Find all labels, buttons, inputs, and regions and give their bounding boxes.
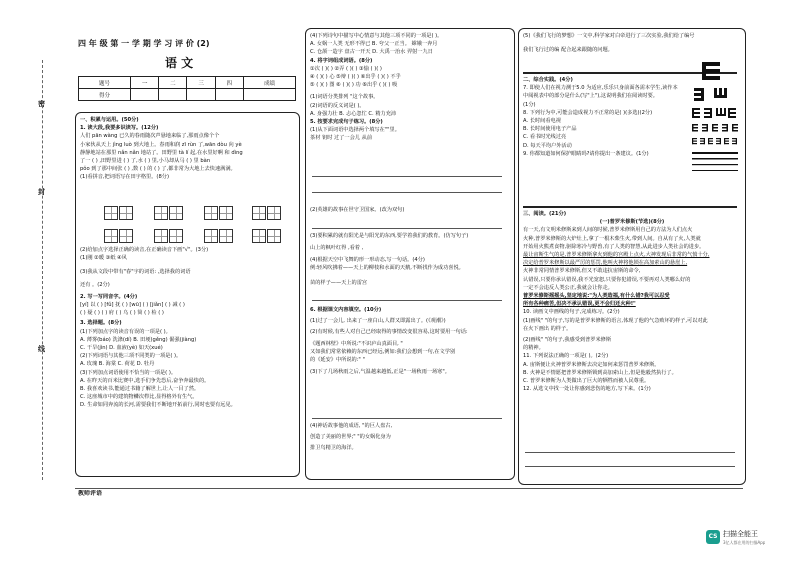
q7-title: 6. 根据课文内容填空。(10分) <box>310 307 382 313</box>
q4b: C. 仓颉一造字 盘古一开天 D. 大禹一治水 羿射一九日 <box>310 49 433 56</box>
q6-e: 例:轻风吹拂着——天上的柳枝和水面的天鹅,不断找作为成功喜悦。 <box>310 265 464 272</box>
q4a: A. 女娲一人类 无形不得已 B. 夸父一正当。 嫦娥一奔月 <box>310 41 438 48</box>
grid-box-2[interactable] <box>154 205 184 224</box>
q7-a: (1)过了一会儿, 出来了一座白山,人群又即露出了。(《观潮》) <box>310 318 446 325</box>
score-col-1: 一 <box>131 77 159 89</box>
q5-a: (1)词语分类排列 "这个故事。 <box>310 94 379 101</box>
sec2-text-1: 7. 即使人们在视力测于5.0 为适应,乐乐只身前面各需本学生,读作本 <box>523 85 678 92</box>
q5-options: A. 身强力壮 B. 忐心忽忙 C. 精力充沛 <box>310 110 397 117</box>
q5-c: 5. 按要求完成句子练习。(8分) <box>310 119 383 126</box>
q4-row-2: ④ ( )( ) 心 ⑤辩 ( )( ) ⑥出乎 ( )( ) 不乎 <box>310 74 401 81</box>
sec2-text-2: 中阅视表中的部分是什么(写"上"),这说明我们在阅读时要。 <box>523 93 658 100</box>
q1-passage-line: 人们 pān wàng 已久的春雨随次声悬地来临了,那雨点像个个 <box>80 133 220 140</box>
r11c: C. 普罗米修斯为人类做出了巨大的牺牲而被人民尊重。 <box>523 378 650 385</box>
q4-row-1: ①次 ( )( ) ②弄 ( )( ) ③愉 ( )( ) <box>310 65 382 72</box>
r11a: A. 宙斯便让火神普罗米修斯去决定如何来惩罚普罗米修斯。 <box>523 361 660 368</box>
column-3-content-3 <box>523 210 741 393</box>
q5-c1: (1)从下面词语中选择两个填写在""里。 <box>310 127 400 134</box>
answer-line[interactable] <box>312 228 502 229</box>
q3-1a: A. 薄雾(báo) 洗涤(dí) B. 田埂(gěng) 倔强(jiàng) <box>80 336 197 343</box>
binding-mark-mid: 封 <box>38 188 45 196</box>
section-1-title: 一、积累与运用。(50分) <box>80 117 139 123</box>
q7-f: (3)下了几场秋雨之后,气温越来越低,正是"一场秋雨一场寒"。 <box>310 369 450 376</box>
q3-2: (2)下列词语与其他三项不同类的一项是( )。 <box>80 353 182 360</box>
q2-line-2: ( ) 疑 ( ) ( ) 府 ( ) 乌 ( ) 简 ( ) 检 ( ) <box>80 310 164 317</box>
column-1-content-2 <box>80 246 294 410</box>
sec2-text-3: (1分) <box>523 101 536 108</box>
q7-b: (2)有时候,有些人对自己已经取得的事情改变很容易,这时要用一句话: <box>310 329 468 336</box>
column-2-content <box>310 32 510 143</box>
score-col-5: 成绩 <box>243 77 295 89</box>
binding-mark-top: 密 <box>38 100 45 108</box>
q6-c: 山上的枫叶红得 ,看着 , <box>310 245 364 251</box>
q3-3a: A. 在昨天的百米比赛中,选手们争先恐后,奋争奔最快的。 <box>80 377 210 384</box>
q1c-text-2: 还有 。(2分) <box>80 281 110 288</box>
score-cell[interactable] <box>243 89 295 101</box>
q4-2-title: 4. 将字词组成词语。(8分) <box>310 57 373 64</box>
column-3-content <box>523 32 741 54</box>
q1-passage-line: pǒo 到了那中间张 ( ) ,数 ( ) 的 ( ) 了,都非常为大地上去快速满满。 <box>80 166 236 173</box>
score-cell[interactable] <box>215 89 243 101</box>
subject-title: 语 文 <box>165 56 194 70</box>
sec2-text-5: 9. 你都知道如何保护眼睛吗?请你提出一条建议。(1分) <box>523 150 649 157</box>
q7-c: 《题西林壁》中所说:"不识庐山真面目, " <box>310 340 403 347</box>
grid-box-3[interactable] <box>204 205 234 224</box>
binding-line <box>42 60 43 480</box>
q1-passage-line: 静静地站在那里 nǎn nǎn 地站了。田野里 tà lí 起,在水里好啊 和 dìng <box>80 149 243 156</box>
q7-d: 又如我们常常依赖的东西已经远,例如:我们会想到一句,在文学别 <box>310 348 456 355</box>
q3-3b: B. 我喜欢读书,能通过书籍了解世上,让人一目了然。 <box>80 386 200 393</box>
q5-words: 茶材 钥时 过了一会儿 从前 <box>310 135 373 142</box>
q7-e: 的《延安》中所说的:" " <box>310 357 365 364</box>
eye-chart-icon <box>690 60 740 190</box>
q4-row-3: ⑤ ( )( ) 图 ⑥ ( )( ) 功 ⑥出乎 ( )( ) 吸 <box>310 82 398 89</box>
q-top-2: 我们飞行过的编 配合起来跟随的问题。 <box>523 47 613 54</box>
q7-i: 排卫鸟精卫的海洋。 <box>310 445 357 452</box>
section-2-title: 二、综合实践。(4分) <box>523 77 573 83</box>
score-col-0: 题号 <box>79 77 131 89</box>
passage-line: 火种,普罗米修斯的大炉灶上,拿了一根木柴生火,带到人间。自从有了火,人类就 <box>523 235 701 242</box>
teacher-comment-label: 教师评语 <box>78 490 103 497</box>
passage-line: 决定给普罗米修斯以最严厉的惩罚,他叫火神将他锁在高加索山的悬崖上, <box>523 260 688 267</box>
r11b: B. 火神是不情愿把普罗米修斯锁到高加索山上,但是他毅然执行了。 <box>523 369 677 376</box>
passage-line: 开始用火熊煮食物,驱除寒冷与野兽,有了人类的智慧,从此进步人类社会的进步。 <box>523 243 705 250</box>
grid-box-1[interactable] <box>104 205 134 224</box>
q-top-1: (5)《我们飞行的梦想》一文中,科学家对白帝进行了三次实验,我们给了编号 <box>523 33 695 39</box>
r10b: 在火下画出 的样子。 <box>523 325 572 332</box>
score-col-4: 四 <box>215 77 243 89</box>
q3-3d: D. 生命如同奔流的长河,需要我们不断地开拓前行,同时也要有远见。 <box>80 402 236 409</box>
q6-a: (2)英雄的故事在世守卫国家。(改为双句) <box>310 207 405 213</box>
score-table <box>78 76 296 101</box>
q5-b: (2)词语的反义词是( )。 <box>310 102 365 109</box>
passage-line: 最让宙斯生气的是,普罗米修斯拿火到他的宫殿上点火,大神发现后非常的气愤十分, <box>523 252 710 259</box>
r10c: (2)画线" "的句子,我感受到普罗米修斯 <box>523 337 612 344</box>
grid-box-5[interactable] <box>104 228 134 247</box>
answer-line[interactable] <box>312 176 502 177</box>
sec2-option: C. 看书时光线过亮 <box>523 134 567 141</box>
sec2-option: A. 长时间看电视 <box>523 118 561 125</box>
score-cell[interactable] <box>159 89 187 101</box>
passage-line: 所有各种痛苦,但决不承认错误,更不会归还火种!" <box>523 301 636 308</box>
answer-line[interactable] <box>312 300 502 301</box>
section-divider <box>523 206 737 208</box>
column-2-content-6 <box>310 422 510 453</box>
passage-line: 普罗米修斯摇摇头,坚定地说:"为人类造福,有什么错?我可以忍受 <box>523 293 670 300</box>
r10d: 的精神。 <box>523 345 544 352</box>
r12: 12. 从选文中找一处让你感到悲伤的地方,写下来。(1分) <box>523 386 651 393</box>
binding-mark-bottom: 线 <box>38 345 45 353</box>
score-cell[interactable] <box>131 89 159 101</box>
q6-b: (3)要积累的就有阳光是与阳光的东西,要学着我们的教育。(仿写句子) <box>310 233 469 239</box>
q1-passage-line: 小家伙从天上 jìng luò 到大地上。春雨和润 zī rùn 了,wān dòu 向 yè <box>80 141 242 148</box>
score-col-2: 二 <box>159 77 187 89</box>
column-2-content-2 <box>310 206 510 214</box>
column-2-content-4 <box>310 244 510 287</box>
q1b-options: (1)刚 ②暖 ③纸 ④风 <box>80 255 127 262</box>
section-3-title: 三、阅读。(21分) <box>523 211 567 217</box>
score-row-label: 得分 <box>79 89 131 101</box>
passage-line: 火神非常同情普罗米修斯,但又不敢违抗宙斯的命令, <box>523 268 641 275</box>
grid-box-7[interactable] <box>204 228 234 247</box>
score-col-3: 三 <box>187 77 215 89</box>
column-2-content-3 <box>310 232 510 240</box>
exam-title: 四 年 级 第 一 学 期 学 习 评 价 (2) <box>78 39 210 48</box>
q3-3: (3)下列加点词语使用不恰当的一项是( )。 <box>80 369 177 376</box>
q3-1b: C. 干旱(jìn) D. 血液(yè) 如天(xué) <box>80 345 163 352</box>
q4: (4)下列诗句中描写中心情意与其他三项不同的一项是( )。 <box>310 33 443 39</box>
q2-title: 2. 写一写同音字。(4分) <box>80 293 138 300</box>
q3-2a: A. 玫瑰 B. 海棠 C. 荷花 D. 牡丹 <box>80 361 155 368</box>
q1a-text: (1)看拼音,把词语写在田字格里。(8分) <box>80 174 169 181</box>
q1c-text: (3)我从文段中带有"春"字的词语: ,选择我的词语 <box>80 269 191 276</box>
q2-line-1: [yí] 以 ( ) [fǔ] 抚 ( ) [wū] ( ) [jiǎn] ( ) 减 ( ) <box>80 302 185 309</box>
answer-line[interactable] <box>312 192 502 193</box>
answer-line[interactable] <box>525 452 735 453</box>
q1b-text: (2)给加点字选择正确的读音,在正确读音下画"√"。(3分) <box>80 247 209 253</box>
passage-line: 认错误,只要你承认错误,我不光宽恕,只要你犯错误,不要再对人类哪么好的 <box>523 276 691 283</box>
passage-line: 有一天,有文明米修斯来到人间的时候,普罗米修斯用自己的方法为人们点火 <box>523 227 693 234</box>
q6-d: (4)根据天空中飞舞的形一形动态,写一句话。(4分) <box>310 257 425 264</box>
passage-title: (一)普罗米修斯(节选)(8分) <box>599 219 665 226</box>
scanner-app-tagline: 3亿人都在用的扫描App <box>723 540 766 545</box>
q6-f: 苗的样子——天上的雷宫 <box>310 279 368 286</box>
grid-box-4[interactable] <box>252 205 282 224</box>
footer-rule <box>75 488 743 489</box>
sec2-text-4: 8. 下列行为中,可能会造成视力不正常的是( )(多选)(2分) <box>523 109 653 116</box>
q3-3c: C. 这座城市中的建筑物鳞次栉比,显得格外有生气。 <box>80 394 198 401</box>
r10: 10. 读画文中画线的句子,完成练习。(2分) <box>523 309 620 316</box>
q7-h: 创造了美丽的世界;" "的女娲化身为 <box>310 434 391 441</box>
passage-line: 一定不会违反人类公正,我就会让你走。 <box>523 284 613 291</box>
column-1-content <box>80 116 294 182</box>
q1-title: 1. 读大段,我要多识读写。(12分) <box>80 125 159 132</box>
column-3-content-2 <box>523 76 683 158</box>
r11: 11. 下列说法正确的一项是( )。(2分) <box>523 353 609 360</box>
q3-1: (1)下列加点字的读音有误的一项是( )。 <box>80 328 171 335</box>
sec2-option: D. 每天平均户外活动 <box>523 142 572 149</box>
q3-title: 3. 选择题。(8分) <box>80 320 122 327</box>
grid-box-6[interactable] <box>154 228 184 247</box>
score-cell[interactable] <box>187 89 215 101</box>
grid-box-8[interactable] <box>252 228 282 247</box>
q7-g: (4)神话故事他的成语, "的巨人盘古, <box>310 423 393 429</box>
answer-line[interactable] <box>525 466 735 467</box>
camscanner-logo-icon: CS <box>706 530 720 544</box>
scanner-app-name: 扫描全能王 <box>723 530 758 538</box>
q1-passage-line: 了一 ( ) ,田野里进 ( ) 了,水 ( ) 里,小马却从马 ( ) 里 bàn <box>80 158 211 165</box>
column-2-content-5 <box>310 306 510 376</box>
answer-line[interactable] <box>312 418 502 419</box>
r10a: (1)画线" "的句子,写的是普罗米修斯的语言,体现了他的气急败坏的样子,可以对此 <box>523 317 708 324</box>
sec2-option: B. 长时间使用电子产品 <box>523 126 577 133</box>
